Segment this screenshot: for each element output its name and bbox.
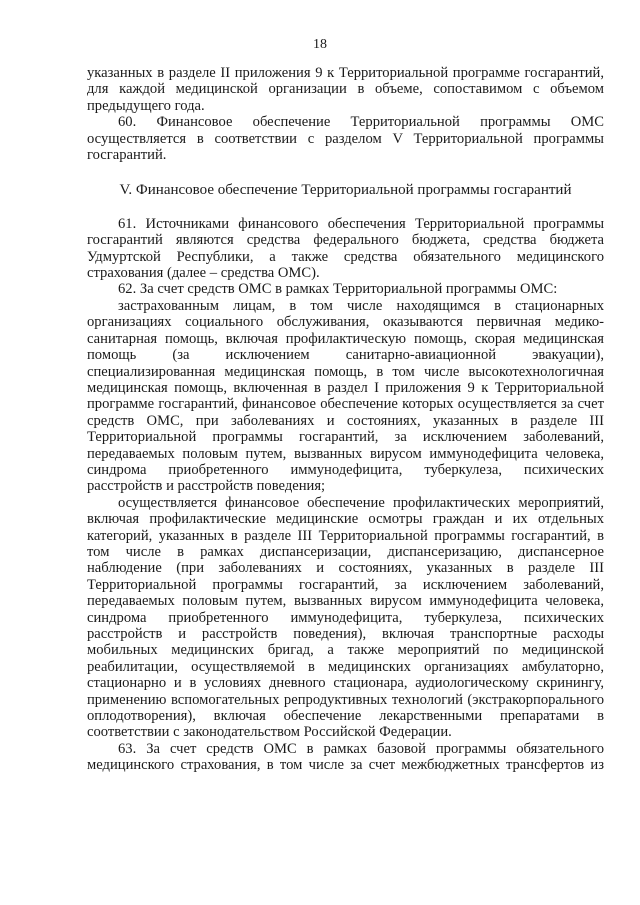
paragraph-continuation: указанных в разделе II приложения 9 к Территориальной программе госгарантий, для каждой медицинской организации в объеме, сопоставимом с объемом предыдущего года. [87,65,604,114]
paragraph-63: 63. За счет средств ОМС в рамках базовой программы обязательного медицинского страхования, в том числе за счет межбюджетных трансфертов из [87,740,604,774]
page-number: 18 [313,37,327,52]
section-heading: V. Финансовое обеспечение Территориальной программы госгарантий [119,182,572,199]
paragraph-62-item-1: застрахованным лицам, в том числе находящимся в стационарных организациях социального обслуживания, оказываются первичная медико-санитарная помощь, включая профилактическую помощь, скорая медицинская помощь (за исключением санитарно-авиационной эвакуации), специализированная медицинская помощь, в том числе высокотехнологичная медицинская помощь, включенная в раздел I приложения 9 к Территориальной программе госгарантий, финансовое обеспечение которых осуществляется за счет средств ОМС, при заболеваниях и состояниях, указанных в разделе III Территориальной программы госгарантий, за исключением заболеваний, передаваемых половым путем, вызванных вирусом иммунодефицита человека, синдрома приобретенного иммунодефицита, туберкулеза, психических расстройств и расстройств поведения; [87,297,604,495]
paragraph-61: 61. Источниками финансового обеспечения Территориальной программы госгарантий являются средства федерального бюджета, средства бюджета Удмуртской Республики, а также средства обязательного медицинского страхования (далее – средства ОМС). [87,215,604,282]
paragraph-60: 60. Финансовое обеспечение Территориальной программы ОМС осуществляется в соответствии с разделом V Территориальной программы госгарантий. [87,114,604,164]
paragraph-62: 62. За счет средств ОМС в рамках Территориальной программы ОМС: [118,281,558,298]
document-body [87,65,604,774]
paragraph-62-item-2: осуществляется финансовое обеспечение профилактических мероприятий, включая профилактические медицинские осмотры граждан и их отдельных категорий, указанных в разделе III Территориальной программы госгарантий, в том числе в рамках диспансеризации, диспансеризацию, диспансерное наблюдение (при заболеваниях и состояниях, указанных в разделе III Территориальной программы госгарантий, за исключением заболеваний, передаваемых половым путем, вызванных вирусом иммунодефицита человека, синдрома приобретенного иммунодефицита, туберкулеза, психических расстройств и расстройств поведения), включая транспортные расходы мобильных медицинских бригад, а также мероприятий по медицинской реабилитации, осуществляемой в медицинских организациях амбулаторно, стационарно и в условиях дневного стационара, аудиологическому скринингу, применению вспомогательных репродуктивных технологий (экстракорпорального оплодотворения), включая обеспечение лекарственными препаратами в соответствии с законодательством Российской Федерации. [87,494,604,741]
